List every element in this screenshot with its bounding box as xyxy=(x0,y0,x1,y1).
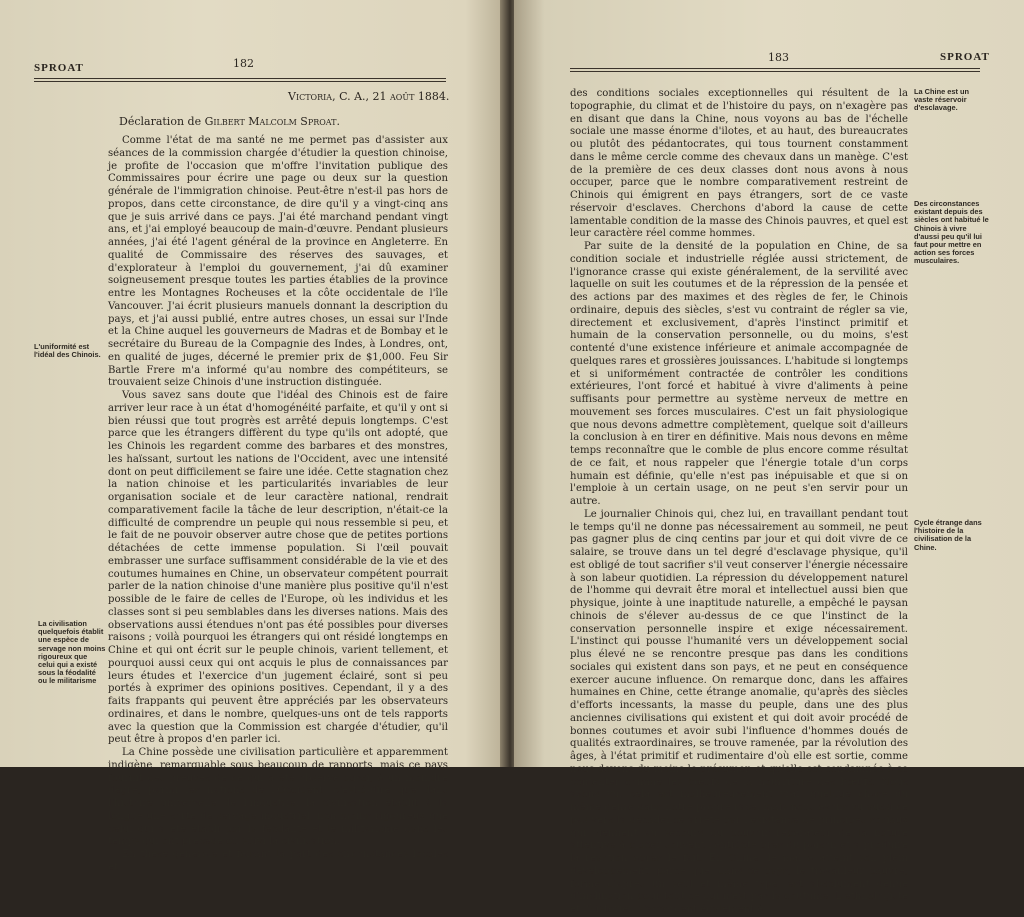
page-number-right: 183 xyxy=(768,51,789,64)
declaration-title xyxy=(119,115,340,128)
left-body-text xyxy=(108,135,448,875)
paragraph: Le journalier Chinois qui, chez lui, en travaillant pendant tout le temps qu'il ne donne pas nécessairement au sommeil, ne peut pas gagner plus de cinq centins par jour et qui doit vivre de ce salaire, se trouve dans un tel degré d'esclavage physique, qu'il est obligé de tout sacrifier s'il veut conserver l'énergie nécessaire à son labeur quotidien. La répression du développement naturel de l'homme qui devrait être moral et intellectuel aussi bien que physique, jointe à une inaptitude naturelle, a empêché le paysan chinois de s'élever au-dessus de ce que l'instinct de la conservation personnelle inspire et exige nécessairement. L'instinct qui pousse l'humanité vers un développement social plus élevé ne se rencontre presque pas dans les conditions sociales qui existent dans son pays, et ne peut en conséquence exercer aucune influence. On remarque donc, dans les affaires humaines en Chine, cette étrange anomalie, qu'après des siècles d'efforts incessants, la masse du peuple, dans une des plus anciennes civilisations qui existent et qui doit avoir procédé de bonnes coutumes et avoir subi l'influence d'hommes doués de qualités extraordinaires, se trouve ramenée, par la révolution des âges, à l'état primitif et rudimentaire d'où elle est sortie, comme nous devons du moins le présumer, et qu'elle est condamnée à se contenter comme les bœufs de la nourriture des bœufs. Nous avons vu, cela est malheureusement vrai, quelque chose du même genre dans notre propre race, mais nous avons vu aussi ce pas vers la décadence arrêté par l'existence de principes sociaux qui viennent au secours du pouvoir réparateur de la nature attentive à placer souvent l'antidote près du poison et à produire la réaction après le fait. En Chine, le mal a atteint son plein développement, parce que, dans ce pays, le travailleur pauvre, formé d'après un seul et même type, est absolument dénué d'inclination pour tout ce qui n'est pas la coutume. L'ethnologiste et l'historien s'accordent également à xyxy=(570,508,908,915)
paragraph: Comme l'état de ma santé ne me permet pas d'assister aux séances de la commission chargée d'étudier la question chinoise, je profite de l'occasion que m'offre l'invitation publique des Commissaires pour écrire une page ou deux sur la question générale de l'immigration chinoise. Peut-être n'est-il pas hors de propos, dans cette circonstance, de dire qu'il y a vingt-cinq ans que je suis arrivé dans ce pays. J'ai été marchand pendant vingt ans, et j'ai employé beaucoup de main-d'œuvre. Pendant plusieurs années, j'ai été l'agent général de la province en Angleterre. En qualité de Commissaire des réserves des sauvages, et d'explorateur à l'emploi du gouvernement, j'ai dû examiner soigneusement presque toutes les parties établies de la province entre les Montagnes Rocheuses et la côte occidentale de l'île Vancouver. J'ai écrit plusieurs manuels donnant la description du pays, et j'ai aussi publié, entre autres choses, un essai sur l'Inde et la Chine auquel les gouverneurs de Madras et de Bombay et le secrétaire du Bureau de la Compagnie des Indes, à Londres, ont, en qualité de juges, décerné le premier prix de $1,000. Feu Sir Bartle Frere m'a informé qu'au nombre des compétiteurs, se trouvaient seize Chinois d'une instruction distinguée. xyxy=(108,135,448,389)
margin-note: Cycle étrange dans l'histoire de la civilisation de la Chine. xyxy=(914,518,982,552)
margin-note: La Chine est un vaste réservoir d'esclavage. xyxy=(914,87,970,113)
margin-note: Des circonstances existant depuis des siècles ont habitué le Chinois à vivre d'aussi peu qu'il lui faut pour mettre en action ses forces musculaires. xyxy=(914,199,989,266)
header-rule xyxy=(570,68,980,69)
paragraph: des conditions sociales exceptionnelles qui résultent de la topographie, du climat et de l'histoire du pays, on n'exagère pas en disant que dans la Chine, nous voyons au bas de l'échelle sociale une masse énorme d'ilotes, et au haut, des bureaucrates ou plutôt des pédantocrates, qui tous tournent constamment dans le même cercle comme des chevaux dans un manège. C'est de la première de ces deux classes dont nous avons à nous occuper, parce que le nombre comparativement restreint de Chinois qui émigrent en pays étrangers, sort de ce vaste réservoir d'esclaves. Cherchons d'abord la cause de cette lamentable condition de la masse des Chinois pauvres, et quel est leur caractère réel comme hommes. xyxy=(570,88,908,240)
header-rule xyxy=(34,78,446,79)
declaration-prefix: Déclaration de xyxy=(119,115,202,128)
margin-note: L'uniformité est l'idéal des Chinois. xyxy=(34,342,101,360)
paragraph: La Chine possède une civilisation particulière et apparemment indigène, remarquable sous beaucoup de rapports, mais ce pays fournit des preuves de ce qui a été observé aussi, à un moindre degré, parmi les nations de l'Occident, c'est-à-dire que dans l'histoire universelle de l'industrie, la civilisation établit à la longue une sorte de servage industriel, non moins rigoureux que celui qui a été établi par la féodalité et le militarisme dans les temps qui ont précédé ou suivi la civilisation. xyxy=(108,747,448,848)
header-rule xyxy=(34,81,446,82)
running-head-right: SPROAT xyxy=(940,51,990,63)
page-number-left: 182 xyxy=(233,57,254,70)
paragraph: Par suite de la densité de la population en Chine, de sa condition sociale et industrielle réglée aussi strictement, de l'ignorance crasse qui existe généralement, de la servilité avec laquelle on suit les coutumes et de la répression de la pensée et des actions par des maximes et des règles de fer, le Chinois ordinaire, depuis des siècles, s'est vu contraint de régler sa vie, directement et exclusivement, d'après l'instinct primitif et humain de la conservation personnelle, ou du moins, s'est contenté d'une existence inférieure et animale accompagnée de quelques rares et grossières jouissances. L'habitude si longtemps et si uniformément contractée de contrôler les conditions extérieures, l'ont forcé et habitué à vivre d'aliments à peine suffisants pour permettre au système nerveux de mettre en mouvement ses forces musculaires. C'est un fait physiologique que nous devons admettre complètement, quelque soit d'ailleurs la conclusion à en tirer en définitive. Mais nous devons en même temps reconnaître que le comble de plus encore comme résultat de ce fait, et nous rappeler que l'énergie totale d'un corps humain est définie, qu'elle n'est pas inépuisable et que si on l'emploie à un certain usage, on ne peut s'en servir pour un autre. xyxy=(570,241,908,507)
running-head-left: SPROAT xyxy=(34,62,84,74)
margin-note: La civilisation quelquefois établit une espèce de servage non moins rigoureux que celui qui a existé sous la féodalité ou le militarisme xyxy=(38,619,106,686)
dateline: Victoria, C. A., 21 août 1884. xyxy=(288,90,450,103)
paragraph: En thèse générale et faisant la part des circonstances locales et xyxy=(108,849,448,873)
right-page xyxy=(514,0,1024,915)
declaration-name: Gilbert Malcolm Sproat. xyxy=(204,115,340,128)
left-page xyxy=(0,0,506,873)
right-body-text xyxy=(570,88,908,917)
header-rule xyxy=(570,71,980,72)
paragraph: Vous savez sans doute que l'idéal des Chinois est de faire arriver leur race à un état d'homogénéité parfaite, et qu'il y ont si bien réussi que tout progrès est arrêté depuis longtemps. C'est parce que les étrangers diffèrent du type qu'ils ont adopté, que les Chinois les regardent comme des barbares et des monstres, les haïssant, surtout les nations de l'Occident, avec une intensité dont on peut difficilement se faire une idée. Cette stagnation chez la nation chinoise et les particularités invariables de leur organisation sociale et de leur caractère national, rendrait comparativement facile la tâche de leur description, n'était-ce la difficulté de comprendre un peuple qui nous ressemble si peu, et le fait de ne pouvoir observer autre chose que de petites portions détachées de cette immense population. Si l'œil pouvait embrasser une surface suffisamment considérable de la vie et des coutumes humaines en Chine, un observateur compétent pourrait parler de la nation chinoise d'une manière plus positive qu'il n'est possible de le faire de celles de l'Europe, où les individus et les classes sont si peu semblables dans les diverses nations. Mais des observations aussi étendues n'ont pas été possibles pour diverses raisons ; voilà pourquoi les étrangers qui ont résidé longtemps en Chine et qui ont écrit sur le peuple chinois, varient tellement, et pourquoi aussi ceux qui ont acquis le plus de connaissances par leurs études et l'exercice d'un jugement éclairé, sont si peu portés à exprimer des opinions positives. Cependant, il y a des faits frappants qui peuvent être appréciés par les observateurs ordinaires, et dans le nombre, quelques-uns ont de tels rapports avec la question que la Commission est chargée d'étudier, qu'il peut être à propos d'en parler ici. xyxy=(108,390,448,746)
